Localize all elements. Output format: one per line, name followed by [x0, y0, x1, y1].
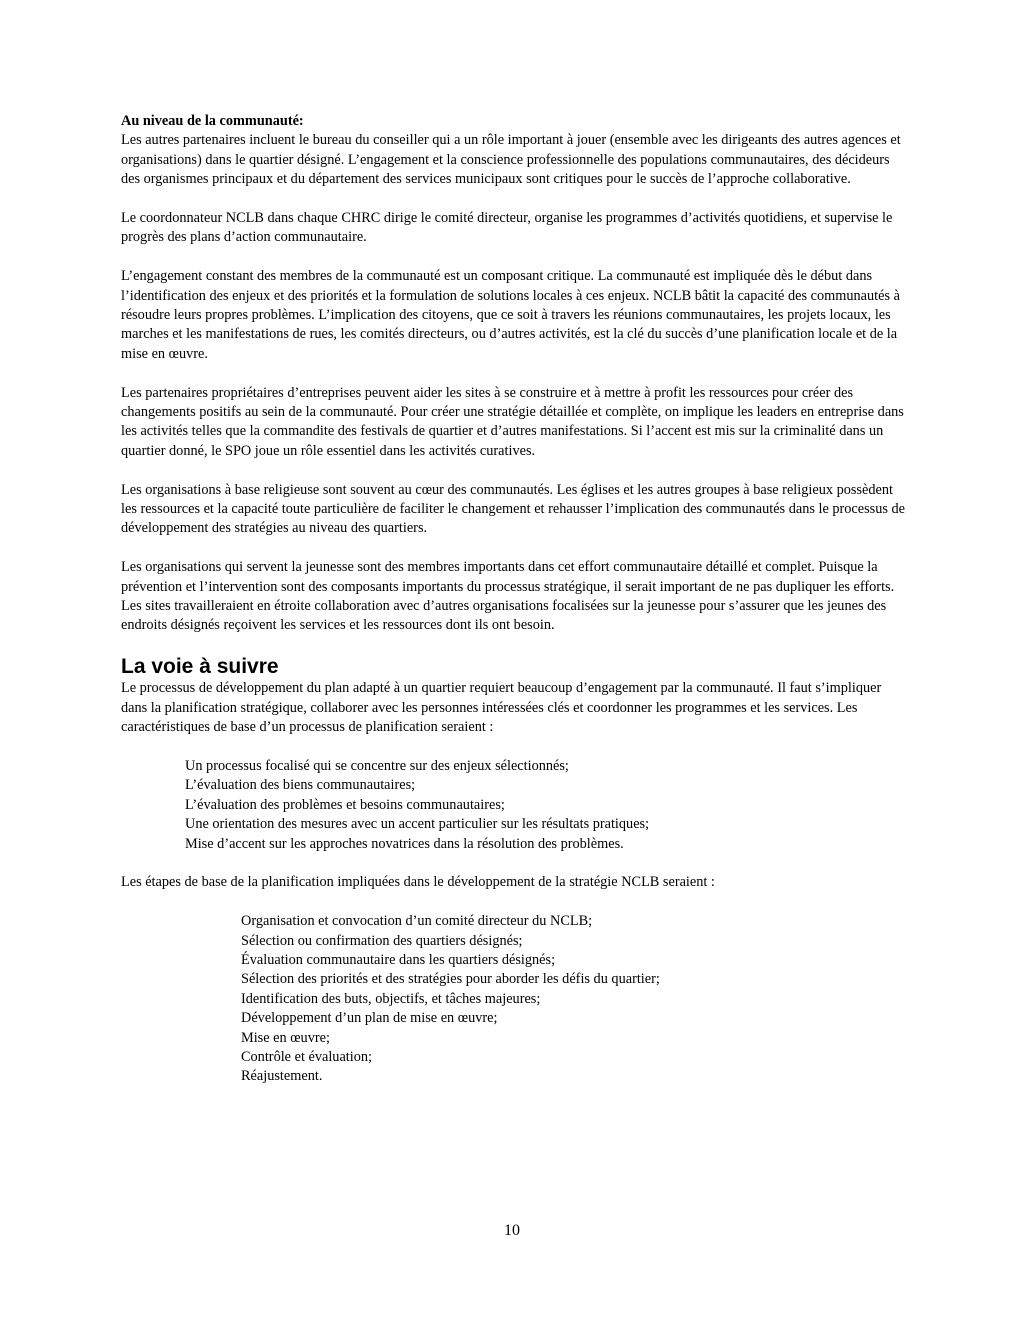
community-paragraph: Les organisations à base religieuse sont souvent au cœur des communautés. Les églises et les autres groupes à base religieux possèdent les ressources et la capacité toute particulière de faciliter le changement et rehausser l’implication des communautés dans le processus de développement des stratégies au niveau des quartiers.	[121, 481, 906, 537]
list-item: Sélection ou confirmation des quartiers désignés;	[241, 932, 523, 949]
list-item: Organisation et convocation d’un comité directeur du NCLB;	[241, 913, 593, 930]
list-item: Une orientation des mesures avec un accent particulier sur les résultats pratiques;	[185, 816, 650, 833]
section-heading: La voie à suivre	[121, 655, 279, 679]
list-item: Évaluation communautaire dans les quartiers désignés;	[241, 951, 556, 968]
community-paragraph: L’engagement constant des membres de la communauté est un composant critique. La communauté est impliquée dès le début dans l’identification des enjeux et des priorités et la formulation de solutions locales à ces enjeux. NCLB bâtit la capacité des communautés à résoudre leurs propres problèmes. L’implication des citoyens, que ce soit à travers les réunions communautaires, les projets locaux, les marches et les manifestations de rues, les comités directeurs, ou d’autres activités, est la clé du succès d’une planification locale et de la mise en œuvre.	[121, 268, 900, 362]
community-section-first-paragraph	[121, 112, 907, 190]
characteristics-list	[121, 757, 907, 854]
document-page	[121, 112, 907, 1106]
community-paragraph: Les autres partenaires incluent le bureau du conseiller qui a un rôle important à jouer (ensemble avec les dirigeants des autres agences et organisations) dans le quartier désigné. L’engagement et la conscience professionnelle des populations communautaires, des décideurs des organismes principaux et du département des services municipaux sont critiques pour le succès de l’approche collaborative.	[121, 132, 901, 188]
list-item: Mise en œuvre;	[241, 1029, 330, 1046]
list-item: Réajustement.	[241, 1068, 323, 1085]
list-item: Développement d’un plan de mise en œuvre;	[241, 1010, 498, 1027]
list-item: L’évaluation des biens communautaires;	[185, 777, 416, 794]
list-item: Contrôle et évaluation;	[241, 1048, 373, 1065]
list-item: Sélection des priorités et des stratégies pour aborder les défis du quartier;	[241, 971, 660, 988]
community-paragraph: Les partenaires propriétaires d’entreprises peuvent aider les sites à se construire et à mettre à profit les ressources pour créer des changements positifs au sein de la communauté. Pour créer une stratégie détaillée et complète, on implique les leaders en entreprise dans les activités telles que la commandite des festivals de quartier et d’autres manifestations. Si l’accent est mis sur la criminalité dans un quartier donné, le SPO joue un rôle essentiel dans les activités curatives.	[121, 384, 904, 459]
list-item: Un processus focalisé qui se concentre sur des enjeux sélectionnés;	[185, 757, 569, 774]
list-item: Identification des buts, objectifs, et tâches majeures;	[241, 990, 541, 1007]
list-item: L’évaluation des problèmes et besoins communautaires;	[185, 796, 505, 813]
page-number: 10	[504, 1222, 520, 1239]
community-subheading: Au niveau de la communauté:	[121, 113, 304, 129]
community-paragraph: Le coordonnateur NCLB dans chaque CHRC dirige le comité directeur, organise les programmes d’activités quotidiens, et supervise le progrès des plans d’action communautaire.	[121, 210, 893, 246]
community-paragraph: Les organisations qui servent la jeunesse sont des membres importants dans cet effort communautaire détaillé et complet. Puisque la prévention et l’intervention sont des composants importants du processus stratégique, il serait important de ne pas dupliquer les efforts. Les sites travailleraient en étroite collaboration avec d’autres organisations focalisées sur la jeunesse pour s’assurer que les jeunes des endroits désignés reçoivent les services et les ressources dont ils ont besoin.	[121, 559, 895, 634]
list-item: Mise d’accent sur les approches novatrices dans la résolution des problèmes.	[185, 835, 624, 852]
way-forward-intro: Le processus de développement du plan adapté à un quartier requiert beaucoup d’engagement par la communauté. Il faut s’impliquer dans la planification stratégique, collaborer avec les personnes intéressées clés et coordonner les programmes et les services. Les caractéristiques de base d’un processus de planification seraient :	[121, 680, 882, 736]
steps-list	[121, 912, 907, 1087]
steps-intro: Les étapes de base de la planification impliquées dans le développement de la stratégie NCLB seraient :	[121, 874, 715, 891]
